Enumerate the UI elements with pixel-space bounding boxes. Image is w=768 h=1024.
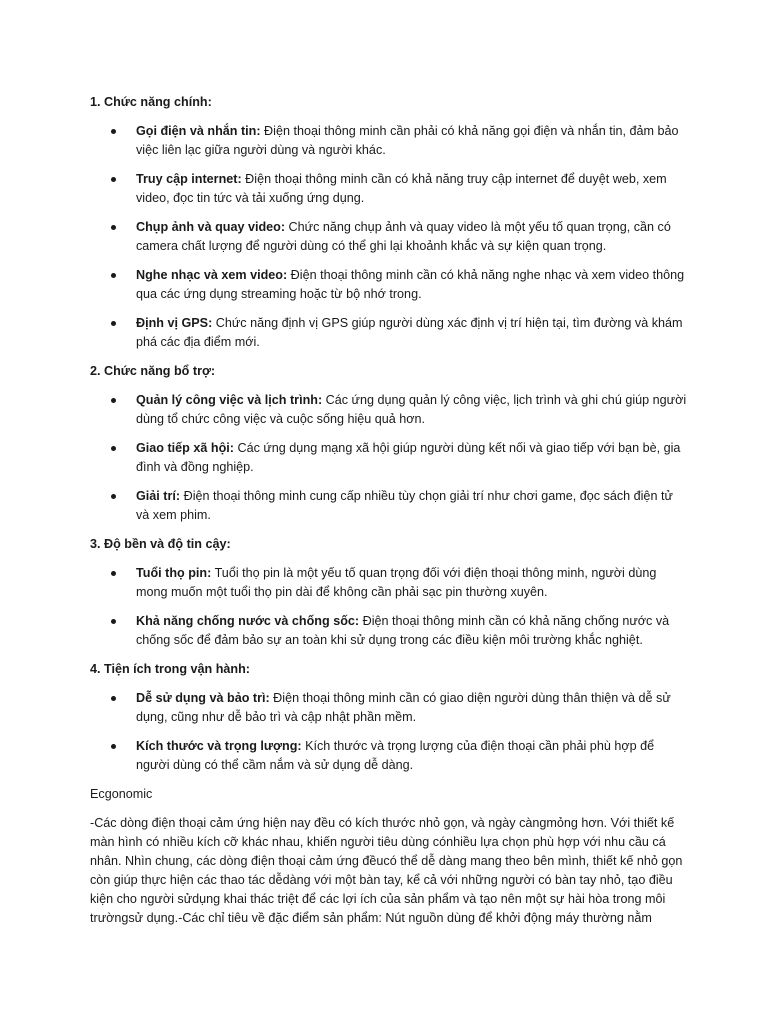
item-text: Chức năng chụp ảnh và quay video là một yếu tố quan trọng, cần có camera chất lượng để người dùng có thể ghi lại khoảnh khắc và sự kiện quan trọng.: [136, 220, 671, 253]
list-item: [136, 487, 688, 525]
section-heading-4: 4. Tiện ích trong vận hành:: [90, 662, 251, 676]
item-term: Gọi điện và nhắn tin:: [136, 124, 261, 138]
section-heading-1: 1. Chức năng chính:: [90, 95, 212, 109]
item-term: Tuổi thọ pin:: [136, 566, 212, 580]
item-term: Định vị GPS:: [136, 316, 213, 330]
bullet-icon: [111, 398, 116, 403]
bullet-icon: [111, 273, 116, 278]
list-item: [136, 612, 688, 650]
item-text: Điện thoại thông minh cung cấp nhiều tùy chọn giải trí như chơi game, đọc sách điện tử và xem phim.: [136, 489, 673, 522]
bullet-icon: [111, 696, 116, 701]
item-text: Điện thoại thông minh cần có giao diện người dùng thân thiện và dễ sử dụng, cũng như dễ bảo trì và cập nhật phần mềm.: [136, 691, 671, 724]
bullet-icon: [111, 225, 116, 230]
item-term: Giải trí:: [136, 489, 181, 503]
item-term: Kích thước và trọng lượng:: [136, 739, 302, 753]
section-list-1: [90, 122, 688, 352]
bullet-icon: [111, 494, 116, 499]
item-text: Các ứng dụng quản lý công việc, lịch trình và ghi chú giúp người dùng tổ chức công việc và cuộc sống hiệu quả hơn.: [136, 393, 687, 426]
ergonomic-title: Ecgonomic: [90, 787, 153, 801]
list-item: [136, 564, 688, 602]
list-item: [136, 170, 688, 208]
item-term: Nghe nhạc và xem video:: [136, 268, 288, 282]
bullet-icon: [111, 619, 116, 624]
item-text: Chức năng định vị GPS giúp người dùng xác định vị trí hiện tại, tìm đường và khám phá các địa điểm mới.: [136, 316, 683, 349]
item-text: Điện thoại thông minh cần có khả năng truy cập internet để duyệt web, xem video, đọc tin tức và tải xuống ứng dụng.: [136, 172, 667, 205]
section-list-2: [90, 391, 688, 525]
item-text: Các ứng dụng mạng xã hội giúp người dùng kết nối và giao tiếp với bạn bè, gia đình và đồng nghiệp.: [136, 441, 681, 474]
bullet-icon: [111, 446, 116, 451]
bullet-icon: [111, 571, 116, 576]
item-text: Điện thoại thông minh cần có khả năng chống nước và chống sốc để đảm bảo sự an toàn khi sử dụng trong các điều kiện môi trường khắc nghiệt.: [136, 614, 670, 647]
item-term: Chụp ảnh và quay video:: [136, 220, 286, 234]
section-heading-3: 3. Độ bền và độ tin cậy:: [90, 537, 231, 551]
bullet-icon: [111, 744, 116, 749]
list-item: [136, 689, 688, 727]
item-text: Điện thoại thông minh cần có khả năng nghe nhạc và xem video thông qua các ứng dụng streaming hoặc từ bộ nhớ trong.: [136, 268, 685, 301]
list-item: [136, 314, 688, 352]
list-item: [136, 737, 688, 775]
item-term: Giao tiếp xã hội:: [136, 441, 234, 455]
list-item: [136, 439, 688, 477]
ergonomic-paragraph: -Các dòng điện thoại cảm ứng hiện nay đều có kích thước nhỏ gọn, và ngày càngmỏng hơn. Với thiết kế màn hình có nhiều kích cỡ khác nhau, khiến người tiêu dùng cónhiều lựa chọn phù hợp với nhu cầu cá nhân. Nhìn chung, các dòng điện thoại cảm ứng đềucó thể dễ dàng mang theo bên mình, thiết kế nhỏ gọn còn giúp thực hiện các thao tác dễdàng với một bàn tay, kể cả với những người có bàn tay nhỏ, tạo điều kiện cho người sửdụng khai thác triệt để các lợi ích của sản phẩm và tạo nên một sự hài hòa trong môi trườngsử dụng.-Các chỉ tiêu về đặc điểm sản phẩm: Nút nguồn dùng để khởi động máy thường nằm: [90, 816, 683, 925]
item-text: Điện thoại thông minh cần phải có khả năng gọi điện và nhắn tin, đảm bảo việc liên lạc giữa người dùng và người khác.: [136, 124, 679, 157]
item-text: Kích thước và trọng lượng của điện thoại cần phải phù hợp để người dùng có thể cầm nắm và sử dụng dễ dàng.: [136, 739, 655, 772]
bullet-icon: [111, 129, 116, 134]
item-term: Quản lý công việc và lịch trình:: [136, 393, 323, 407]
section-heading-2: 2. Chức năng bổ trợ:: [90, 364, 216, 378]
item-text: Tuổi thọ pin là một yếu tố quan trọng đối với điện thoại thông minh, người dùng mong muốn một tuổi thọ pin dài để không cần phải sạc pin thường xuyên.: [136, 566, 657, 599]
bullet-icon: [111, 321, 116, 326]
list-item: [136, 391, 688, 429]
list-item: [136, 218, 688, 256]
list-item: [136, 122, 688, 160]
item-term: Khả năng chống nước và chống sốc:: [136, 614, 360, 628]
section-list-4: [90, 689, 688, 775]
bullet-icon: [111, 177, 116, 182]
section-list-3: [90, 564, 688, 650]
item-term: Truy cập internet:: [136, 172, 242, 186]
list-item: [136, 266, 688, 304]
item-term: Dễ sử dụng và bảo trì:: [136, 691, 270, 705]
